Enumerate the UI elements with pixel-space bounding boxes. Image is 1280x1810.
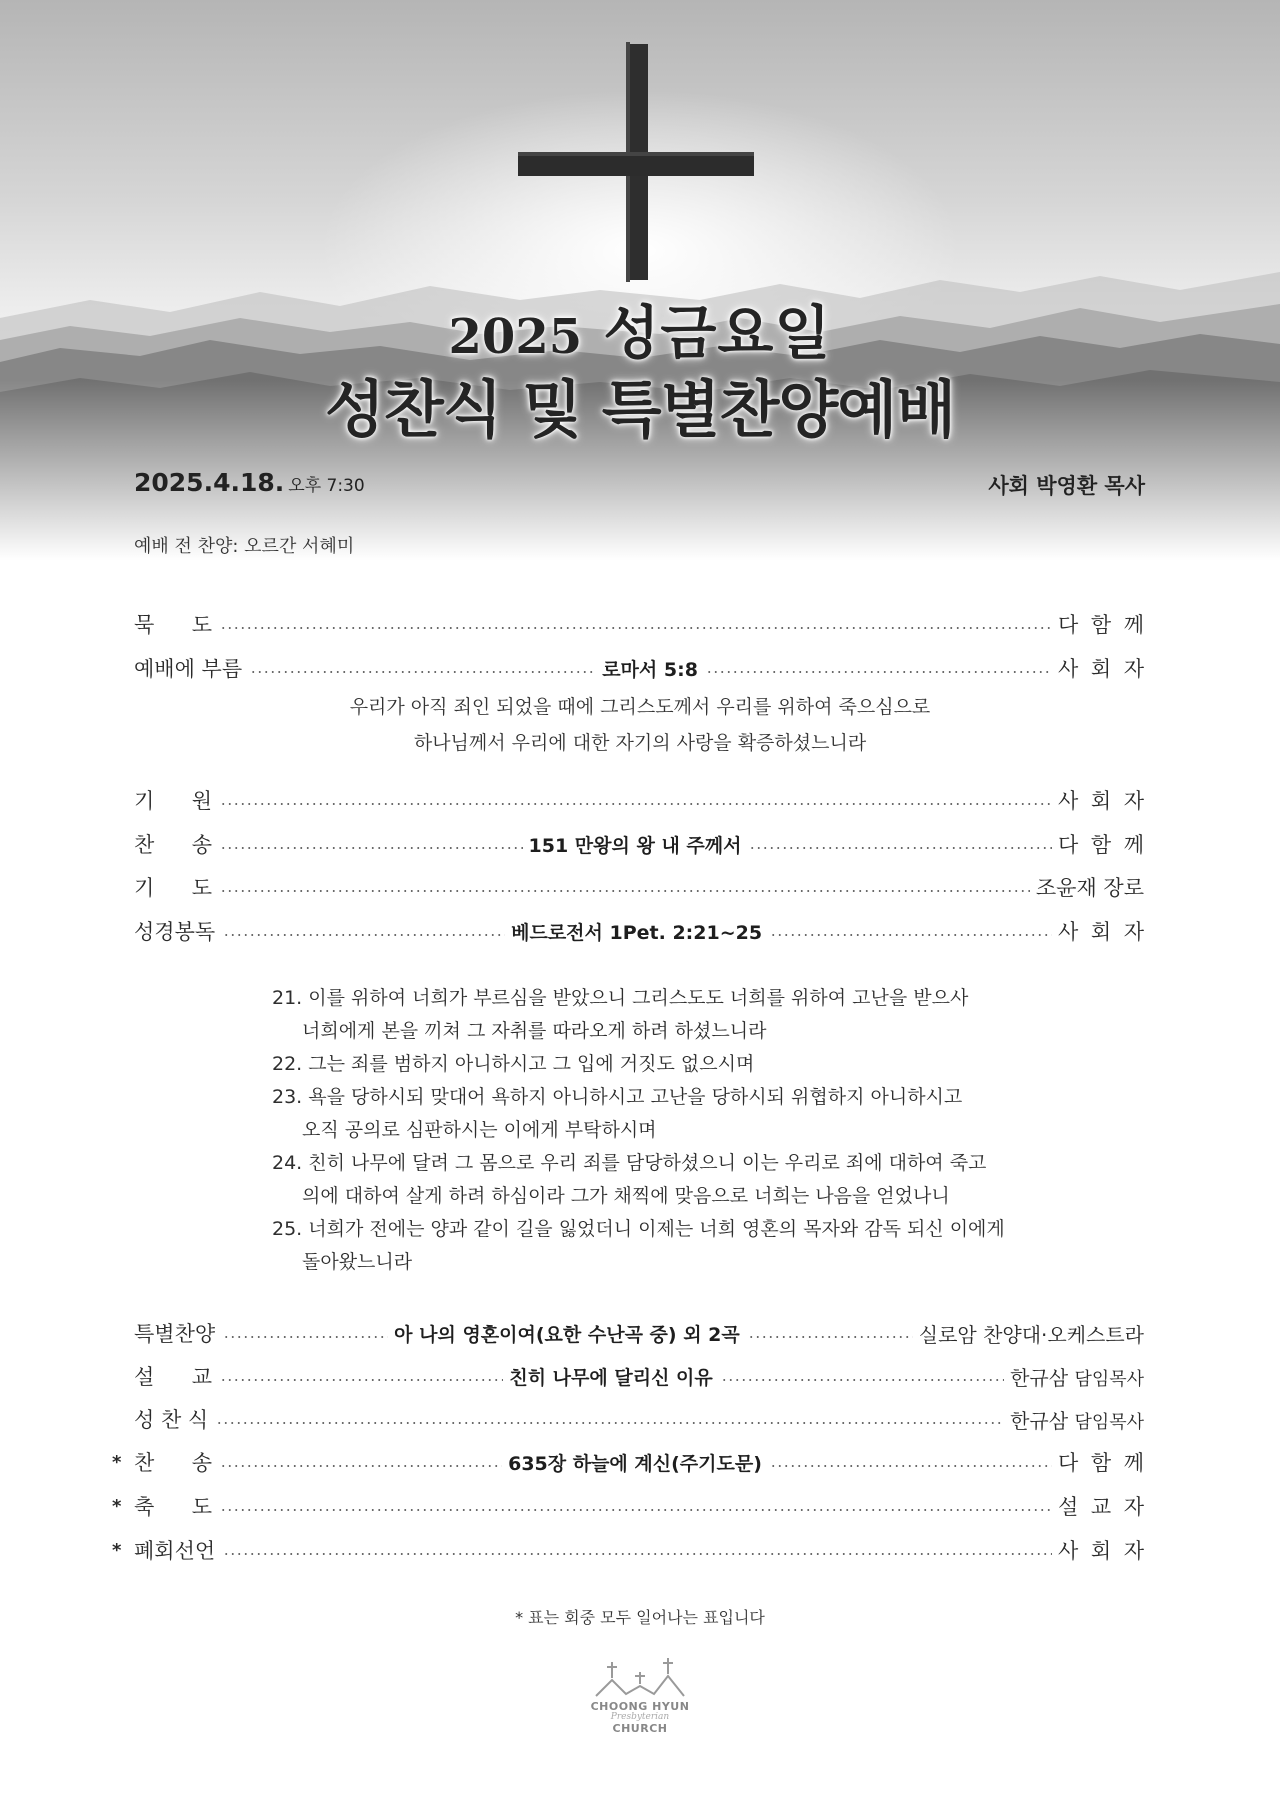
order-label-char: 묵 [134, 613, 155, 637]
order-leader [1010, 1362, 1144, 1391]
standing-marker: * [112, 1495, 122, 1517]
order-detail: 635장 하늘에 계신(주기도문) [508, 1452, 762, 1475]
order-detail: 151 만왕의 왕 내 주께서 [528, 834, 742, 857]
leader-title: 담임목사 [1074, 1411, 1144, 1433]
bible-verse-25-cont: 돌아왔느니라 [302, 1251, 413, 1273]
order-performer: 실로암 찬양대·오케스트라 [918, 1322, 1144, 1347]
order-row-sermon [134, 1359, 1144, 1393]
order-leader [1058, 1535, 1144, 1565]
order-leader: 조윤재 장로 [1035, 876, 1144, 900]
order-leader-char: 사 [1058, 657, 1079, 681]
order-leader-char: 자 [1123, 920, 1144, 944]
order-detail: 친히 나무에 달리신 이유 [509, 1366, 713, 1389]
order-label-char: 교 [191, 1365, 212, 1389]
order-leader-char: 자 [1123, 789, 1144, 813]
order-row-prayer [134, 870, 1144, 904]
service-time: 오후 7:30 [288, 476, 365, 496]
dot-leader [250, 671, 596, 673]
bible-verse-24-cont: 의에 대하여 살게 하려 하심이라 그가 채찍에 맞음으로 너희는 나음을 얻었나니 [302, 1185, 950, 1207]
order-label [134, 829, 212, 859]
order-label-char: 찬 [134, 1451, 155, 1475]
leader-title: 담임목사 [1074, 1368, 1144, 1390]
bible-verse-23-cont: 오직 공의로 심판하시는 이에게 부탁하시며 [302, 1119, 657, 1141]
call-verse-line-2: 하나님께서 우리에 대한 자기의 사랑을 확증하셨느니라 [413, 732, 867, 754]
bible-verse-21: 21. 이를 위하여 너희가 부르심을 받았으니 그리스도도 너희를 위하여 고난을 받으사 [272, 987, 969, 1009]
title-main: 성금요일 [603, 299, 832, 367]
order-leader-char: 함 [1090, 613, 1112, 637]
order-row-silent-prayer [134, 607, 1144, 641]
order-label: 성경봉독 [134, 920, 216, 944]
order-leader-char: 설 [1058, 1495, 1079, 1519]
order-leader [1058, 916, 1144, 946]
standing-footnote: * 표는 회중 모두 일어나는 표입니다 [515, 1608, 765, 1627]
dot-leader [770, 934, 1052, 936]
order-row-call-to-worship [134, 651, 1144, 685]
order-label: 폐회선언 [134, 1539, 216, 1563]
logo-line-3: CHURCH [612, 1722, 668, 1735]
service-date [134, 468, 365, 497]
order-detail: 베드로전서 1Pet. 2:21~25 [511, 921, 763, 944]
standing-marker: * [112, 1451, 122, 1473]
order-label: 특별찬양 [134, 1322, 216, 1346]
order-row-closing-hymn [112, 1445, 1144, 1479]
order-leader-char: 자 [1123, 657, 1144, 681]
order-label [134, 609, 212, 639]
leader-name: 한규삼 [1010, 1408, 1069, 1433]
standing-marker: * [112, 1539, 122, 1561]
dot-leader [749, 847, 1052, 849]
dot-leader [220, 890, 1030, 892]
dot-leader [748, 1336, 913, 1338]
dot-leader [220, 803, 1052, 805]
order-leader-char: 께 [1123, 613, 1144, 637]
page-title-line-1 [0, 286, 1280, 370]
presider: 사회 박영환 목사 [988, 474, 1145, 498]
order-leader-char: 자 [1123, 1539, 1144, 1563]
dot-leader [220, 1509, 1052, 1511]
order-label [134, 785, 212, 815]
church-logo [582, 1652, 698, 1738]
dot-leader [223, 1553, 1052, 1555]
order-label-char: 기 [134, 789, 155, 813]
order-row-scripture-reading [134, 914, 1144, 948]
order-label-char: 도 [191, 1495, 212, 1519]
bible-verse-21-cont: 너희에게 본을 끼쳐 그 자취를 따라오게 하려 하셨느니라 [302, 1020, 767, 1042]
order-row-closing-declaration [112, 1533, 1144, 1567]
order-leader-char: 다 [1058, 1451, 1079, 1475]
order-leader-char: 다 [1058, 613, 1079, 637]
order-leader-char: 교 [1090, 1495, 1112, 1519]
bible-verse-25: 25. 너희가 전에는 양과 같이 길을 잃었더니 이제는 너희 영혼의 목자와 감독 되신 이에게 [272, 1218, 1005, 1240]
dot-leader [770, 1465, 1052, 1467]
order-leader-char: 사 [1058, 789, 1079, 813]
order-row-benediction [112, 1489, 1144, 1523]
order-row-invocation [134, 783, 1144, 817]
order-row-special-music [134, 1316, 1144, 1350]
order-leader-char: 사 [1058, 1539, 1079, 1563]
title-year: 2025 [448, 309, 583, 365]
preservice-praise: 예배 전 찬양: 오르간 서혜미 [134, 536, 355, 557]
dot-leader [721, 1379, 1004, 1381]
order-label [134, 872, 212, 902]
dot-leader [223, 934, 505, 936]
order-leader-char: 께 [1123, 1451, 1144, 1475]
order-leader [1058, 1447, 1144, 1477]
bible-verse-22: 22. 그는 죄를 범하지 아니하시고 그 입에 거짓도 없으시며 [272, 1053, 755, 1075]
order-leader-char: 회 [1090, 1539, 1112, 1563]
call-verse-line-1: 우리가 아직 죄인 되었을 때에 그리스도께서 우리를 위하여 죽으심으로 [349, 696, 931, 718]
logo-line-2: Presbyterian [610, 1712, 670, 1722]
order-label-char: 송 [191, 1451, 212, 1475]
order-leader [1058, 653, 1144, 683]
service-date-value: 2025.4.18. [134, 468, 285, 497]
order-leader-char: 다 [1058, 833, 1079, 857]
order-leader [1058, 1491, 1144, 1521]
page-title-line-2: 성찬식 및 특별찬양예배 [324, 373, 956, 446]
order-label-char: 기 [134, 876, 155, 900]
dot-leader [220, 627, 1052, 629]
dot-leader [706, 671, 1052, 673]
order-row-hymn [134, 827, 1144, 861]
order-leader-char: 함 [1090, 833, 1112, 857]
dot-leader [220, 847, 523, 849]
order-leader-char: 자 [1123, 1495, 1144, 1519]
bible-verse-24: 24. 친히 나무에 달려 그 몸으로 우리 죄를 담당하셨으니 이는 우리로 죄에 대하여 죽고 [272, 1152, 987, 1174]
order-leader [1010, 1405, 1144, 1434]
order-label-char: 도 [191, 613, 212, 637]
order-label-char: 축 [134, 1495, 155, 1519]
order-row-communion [134, 1402, 1144, 1436]
church-crosses-icon [582, 1652, 698, 1700]
order-label-char: 원 [191, 789, 212, 813]
order-leader-char: 회 [1090, 920, 1112, 944]
dot-leader [216, 1422, 1004, 1424]
order-leader-char: 회 [1090, 657, 1112, 681]
order-leader-char: 함 [1090, 1451, 1112, 1475]
order-detail: 아 나의 영혼이여(요한 수난곡 중) 외 2곡 [394, 1323, 740, 1346]
order-detail: 로마서 5:8 [602, 658, 698, 681]
dot-leader [220, 1379, 503, 1381]
order-label-char: 찬 [134, 833, 155, 857]
order-label [134, 1447, 212, 1477]
leader-name: 한규삼 [1010, 1365, 1069, 1390]
bible-verse-23: 23. 욕을 당하시되 맞대어 욕하지 아니하시고 고난을 당하시되 위협하지 아니하시고 [272, 1086, 963, 1108]
order-leader [1058, 785, 1144, 815]
order-label: 예배에 부름 [134, 657, 243, 681]
order-label [134, 1361, 212, 1391]
order-leader-char: 사 [1058, 920, 1079, 944]
logo-line-1: CHOONG HYUN [590, 1700, 690, 1713]
order-label [134, 1491, 212, 1521]
order-label: 성 찬 식 [134, 1408, 209, 1432]
order-label-char: 송 [191, 833, 212, 857]
order-leader [1058, 829, 1144, 859]
order-label-char: 도 [191, 876, 212, 900]
order-leader-char: 회 [1090, 789, 1112, 813]
dot-leader [220, 1465, 502, 1467]
order-label-char: 설 [134, 1365, 155, 1389]
dot-leader [223, 1336, 388, 1338]
order-leader-char: 께 [1123, 833, 1144, 857]
order-leader [1058, 609, 1144, 639]
